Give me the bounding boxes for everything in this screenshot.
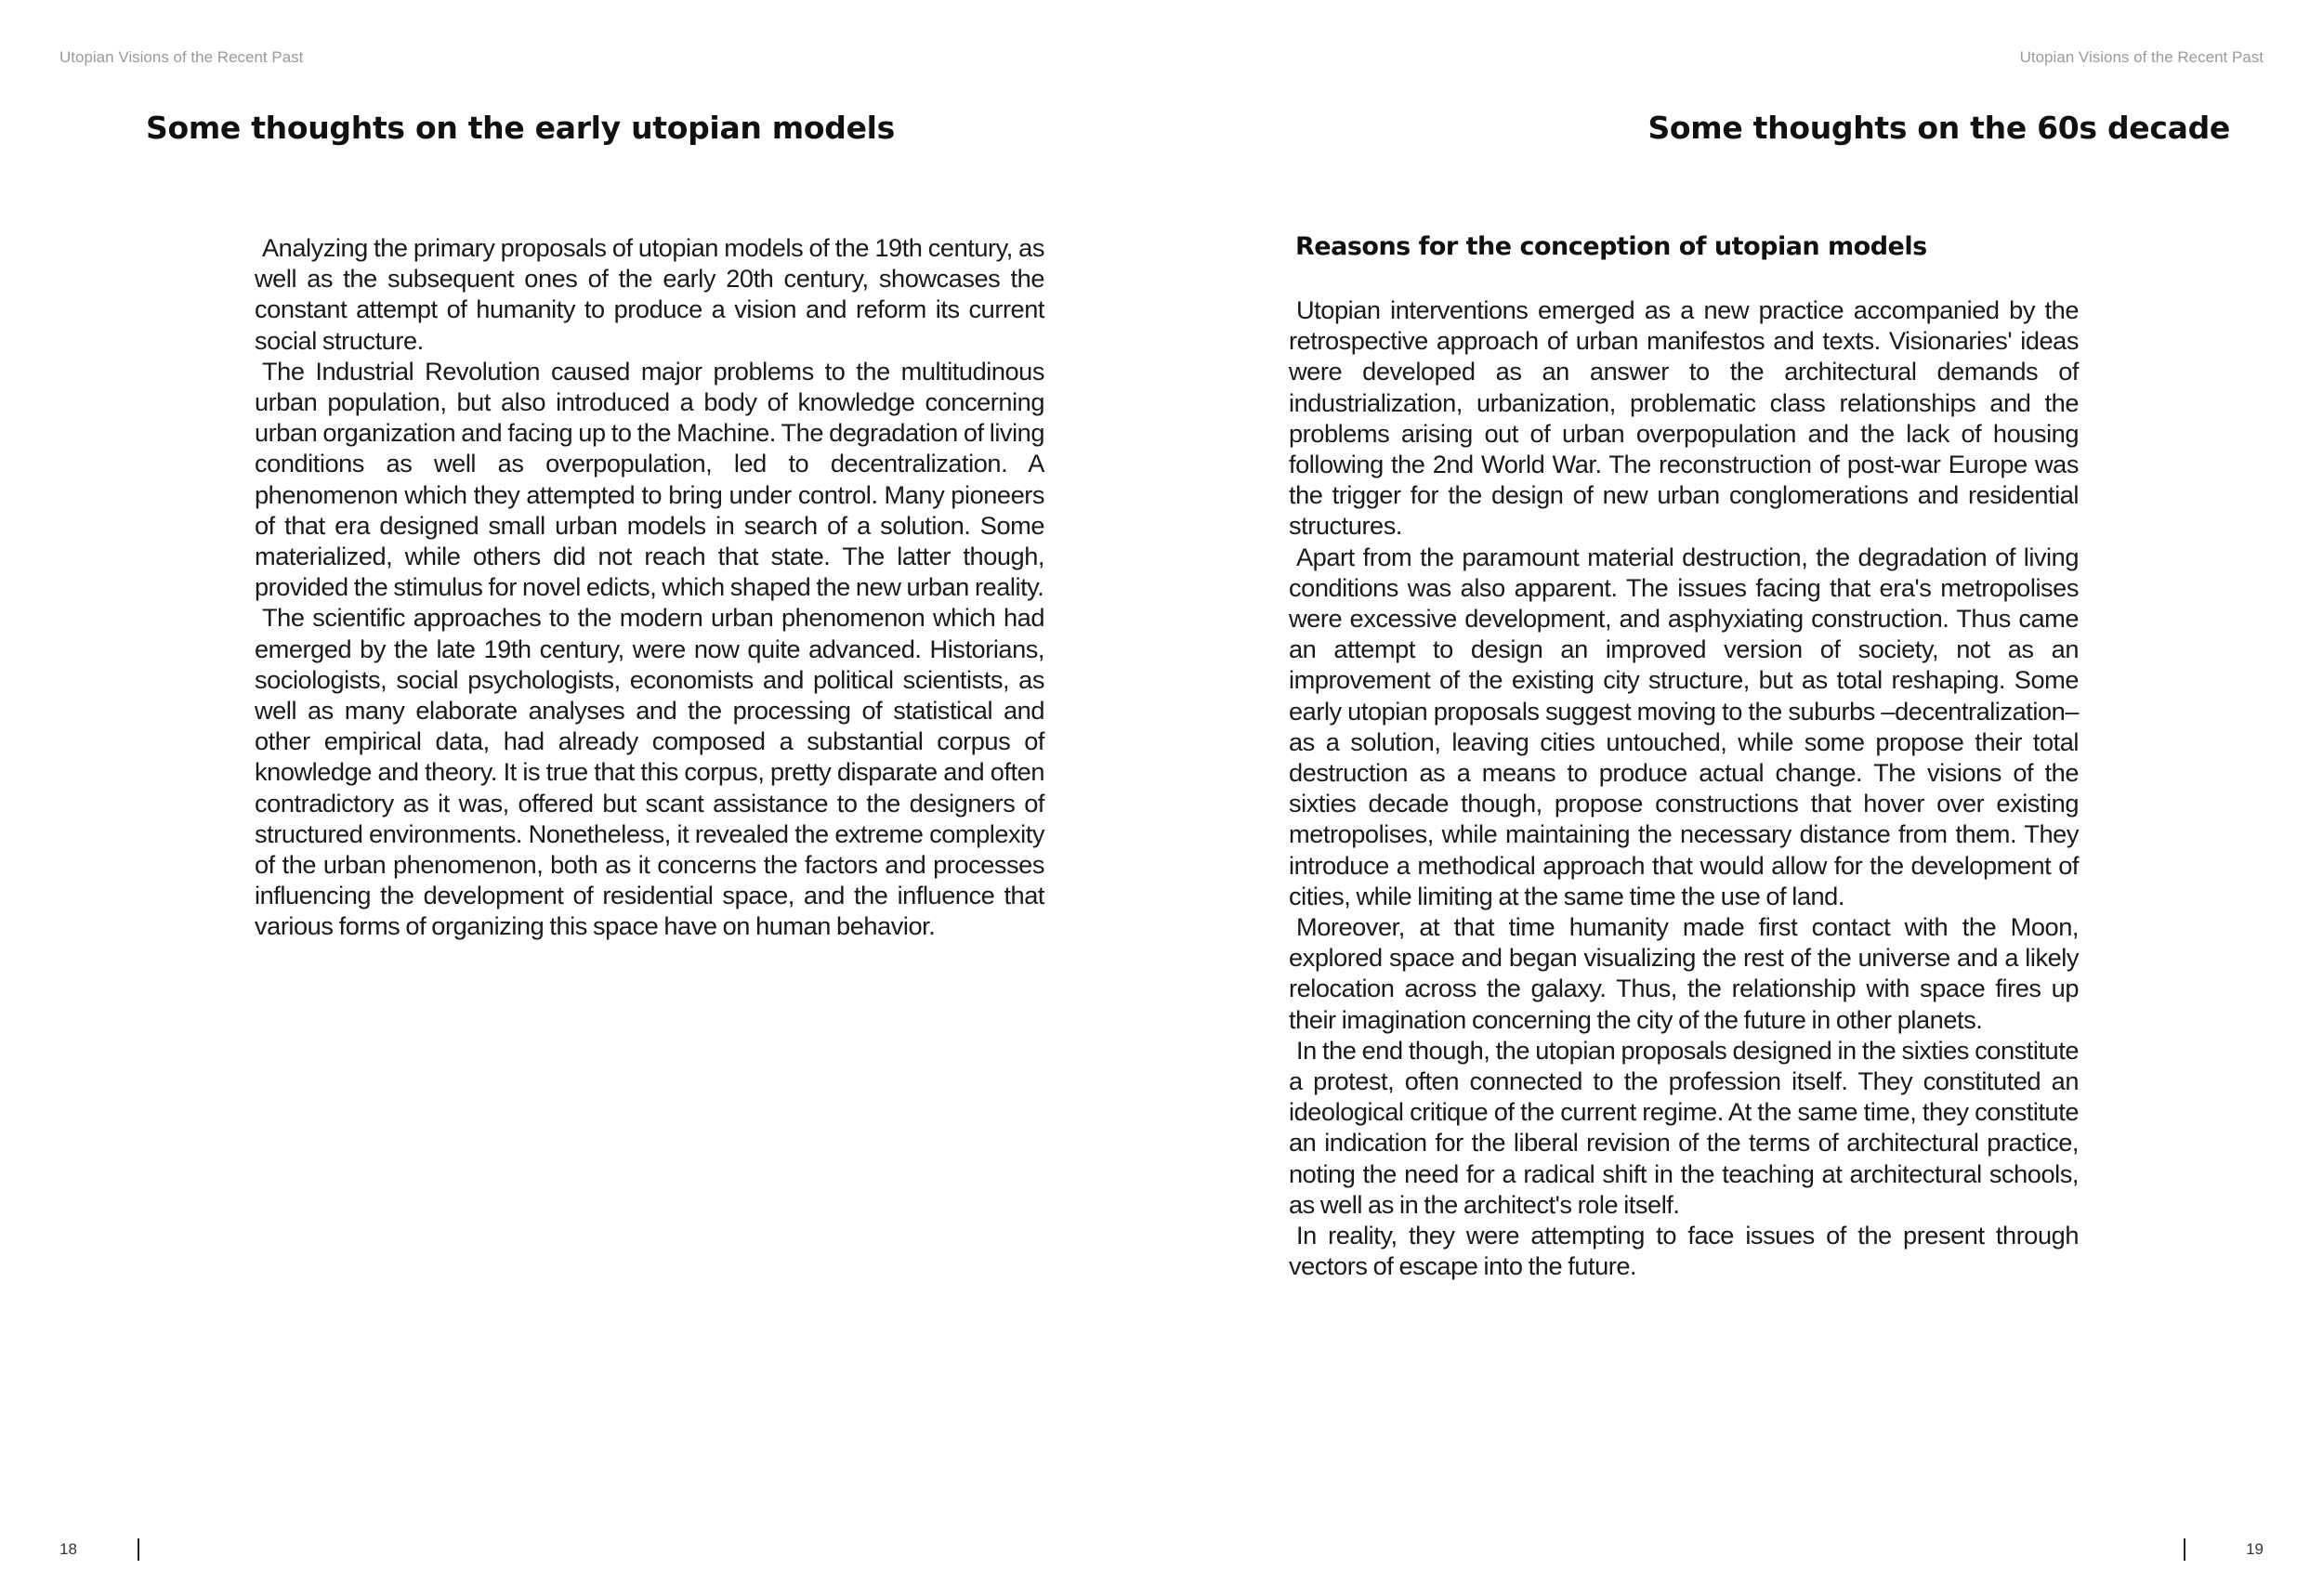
running-head-left: Utopian Visions of the Recent Past	[59, 48, 304, 66]
running-head-right: Utopian Visions of the Recent Past	[2019, 48, 2264, 66]
chapter-title-right: Some thoughts on the 60s decade	[1647, 110, 2230, 146]
paragraph: The scientific approaches to the modern urban phenomenon which had emerged by the late 19th century, were now quite advanced. Historians, sociologists, social psychologists, economists and political scientists, as well as many elaborate analyses and the processing of statistical and other empirical data, had already composed a substantial corpus of knowledge and theory. It is true that this corpus, pretty disparate and often contradictory as it was, offered but scant assistance to the designers of structured environments. Nonetheless, it revealed the extreme complexity of the urban phenomenon, both as it concerns the factors and processes influencing the development of residential space, and the influence that various forms of organizing this space have on human behavior.	[255, 603, 1044, 941]
folio-divider-left	[138, 1538, 139, 1561]
page-number-right: 19	[2246, 1540, 2264, 1558]
body-text-left	[255, 232, 1044, 942]
section-heading: Reasons for the conception of utopian models	[1295, 232, 1927, 261]
paragraph: The Industrial Revolution caused major problems to the multitudinous urban population, but also introduced a body of knowledge concerning urban organization and facing up to the Machine. The degradation of living conditions as well as overpopulation, led to decentralization. A phenomenon which they attempted to bring under control. Many pioneers of that era designed small urban models in search of a solution. Some materialized, while others did not reach that state. The latter though, provided the stimulus for novel edicts, which shaped the new urban reality.	[255, 356, 1044, 602]
paragraph: In reality, they were attempting to face issues of the present through vectors of escape into the future.	[1289, 1221, 2079, 1281]
right-page	[1162, 0, 2323, 1596]
paragraph: Moreover, at that time humanity made first contact with the Moon, explored space and began visualizing the rest of the universe and a likely relocation across the galaxy. Thus, the relationship with space fires up their imagination concerning the city of the future in other planets.	[1289, 912, 2079, 1034]
folio-divider-right	[2184, 1538, 2185, 1561]
paragraph: Apart from the paramount material destruction, the degradation of living conditions was also apparent. The issues facing that era's metropolises were excessive development, and asphyxiating construction. Thus came an attempt to design an improved version of society, not as an improvement of the existing city structure, but as total reshaping. Some early utopian proposals suggest moving to the suburbs –decentralization– as a solution, leaving cities untouched, while some propose their total destruction as a means to produce actual change. The visions of the sixties decade though, propose constructions that hover over existing metropolises, while maintaining the necessary distance from them. They introduce a methodical approach that would allow for the development of cities, while limiting at the same time the use of land.	[1289, 542, 2079, 910]
paragraph: Utopian interventions emerged as a new practice accompanied by the retrospective approach of urban manifestos and texts. Visionaries' ideas were developed as an answer to the architectural demands of industrialization, urbanization, problematic class relationships and the problems arising out of urban overpopulation and the lack of housing following the 2nd World War. The reconstruction of post-war Europe was the trigger for the design of new urban conglomerations and residential structures.	[1289, 295, 2079, 541]
page-number-left: 18	[59, 1540, 77, 1558]
body-text-right	[1289, 294, 2079, 1282]
chapter-title-left: Some thoughts on the early utopian models	[146, 110, 896, 146]
paragraph: In the end though, the utopian proposals designed in the sixties constitute a protest, often connected to the profession itself. They constituted an ideological critique of the current regime. At the same time, they constitute an indication for the liberal revision of the terms of architectural practice, noting the need for a radical shift in the teaching at architectural schools, as well as in the architect's role itself.	[1289, 1035, 2079, 1219]
paragraph: Analyzing the primary proposals of utopian models of the 19th century, as well as the subsequent ones of the early 20th century, showcases the constant attempt of humanity to produce a vision and reform its current social structure.	[255, 233, 1044, 355]
